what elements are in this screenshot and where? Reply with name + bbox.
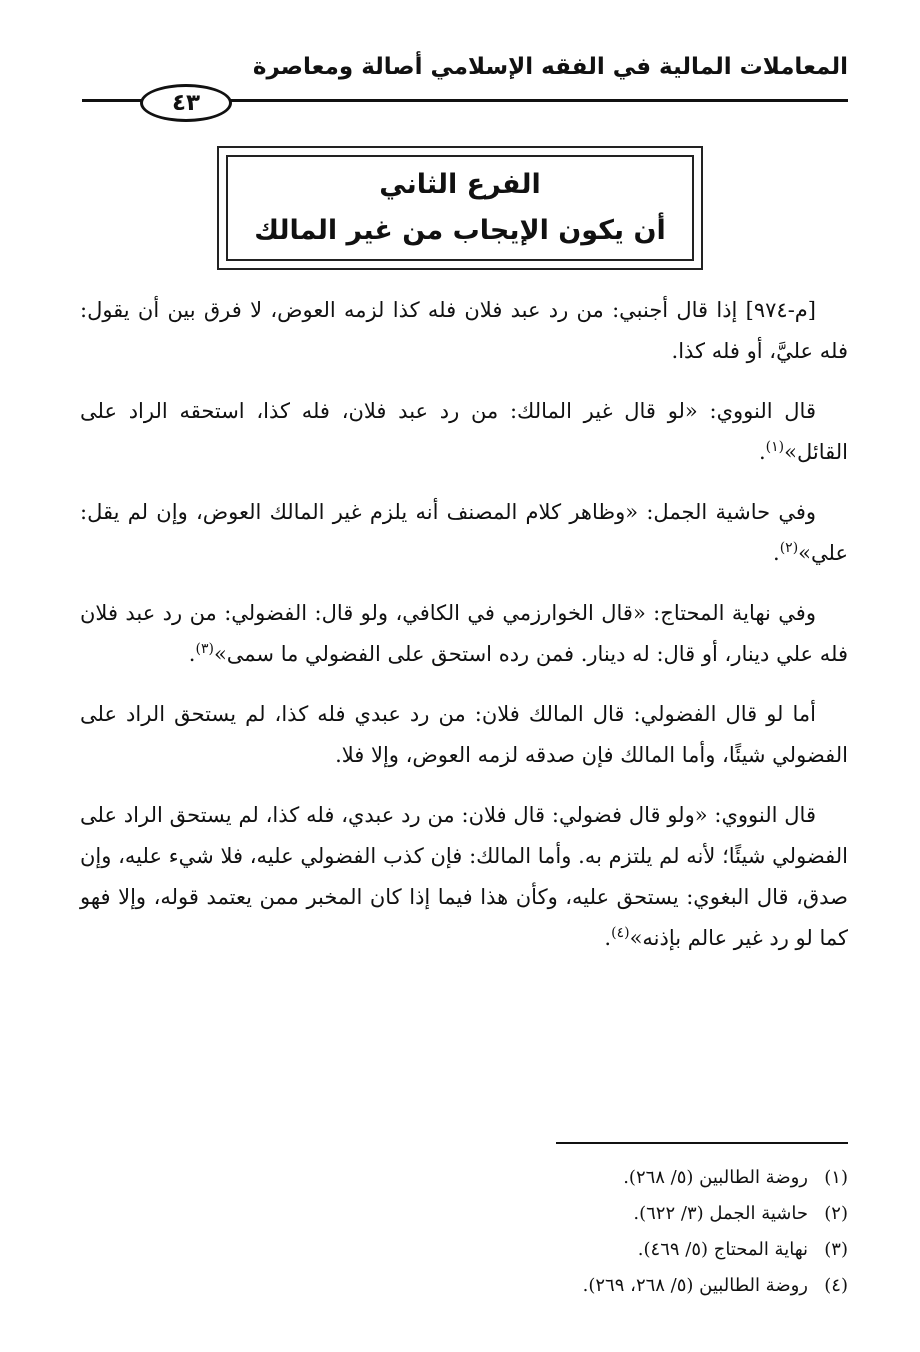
paragraph-text: قال النووي: «ولو قال فضولي: قال فلان: من رد عبدي، فله كذا، لم يستحق الراد على الفضولي شيئًا؛ لأنه لم يلتزم به. وأما المالك: فإن كذب الفضولي عليه، فلا شيء عليه، وإن صدق، قال البغوي: يستحق عليه، وكأن هذا فيما إذا كان المخبر ممن يعتمد قوله، وإلا فهو كما لو رد غير عالم بإذنه»: [80, 803, 848, 950]
paragraph-tail: .: [773, 541, 780, 565]
footnote: [80, 1232, 848, 1268]
page-number: ٤٣: [140, 84, 232, 122]
section-title-inner-frame: [226, 155, 694, 261]
footnote-ref: (٢): [779, 540, 799, 556]
footnote-ref: (٣): [195, 641, 214, 657]
footnote-text: نهاية المحتاج (٥/ ٤٦٩).: [637, 1239, 808, 1260]
section-title-frame: [217, 146, 703, 270]
paragraph: [80, 391, 848, 473]
paragraph-text: قال النووي: «لو قال غير المالك: من رد عبد فلان، فله كذا، استحقه الراد على القائل»: [80, 399, 848, 464]
footnote-ref: (١): [765, 439, 785, 455]
paragraph: [80, 492, 848, 574]
paragraph-text: وفي نهاية المحتاج: «قال الخوارزمي في الكافي، ولو قال: الفضولي: من رد عبد فلان فله علي دينار، أو قال: له دينار. فمن رده استحق على الفضولي ما سمى»: [80, 601, 848, 666]
footnote-number: (٢): [824, 1203, 848, 1224]
footnote-text: حاشية الجمل (٣/ ٦٢٢).: [633, 1203, 808, 1224]
footnote-text: روضة الطالبين (٥/ ٢٦٨).: [623, 1167, 808, 1188]
paragraph-text: أما لو قال الفضولي: قال المالك فلان: من رد عبدي فله كذا، لم يستحق الراد على الفضولي شيئًا، وأما المالك فإن صدقه لزمه العوض، وإلا فلا.: [80, 702, 848, 767]
footnote-ref: (٤): [611, 925, 630, 941]
footnote: [80, 1196, 848, 1232]
footnotes: [80, 1160, 848, 1304]
footnote-separator: [556, 1142, 848, 1144]
paragraph-text: [م-٩٧٤] إذا قال أجنبي: من رد عبد فلان فله كذا لزمه العوض، لا فرق بين أن يقول: فله عليَّ، أو فله كذا.: [80, 298, 848, 363]
footnote: [80, 1160, 848, 1196]
paragraph-text: وفي حاشية الجمل: «وظاهر كلام المصنف أنه يلزم غير المالك العوض، وإن لم يقل: علي»: [80, 500, 848, 565]
paragraph: [80, 593, 848, 675]
footnote-number: (٣): [824, 1239, 848, 1260]
body-text: [80, 290, 848, 978]
section-title-line2: أن يكون الإيجاب من غير المالك: [254, 215, 666, 246]
paragraph: [80, 694, 848, 776]
paragraph: [80, 290, 848, 372]
running-title: المعاملات المالية في الفقه الإسلامي أصالة ومعاصرة: [252, 54, 848, 80]
footnote: [80, 1268, 848, 1304]
section-title-line1: الفرع الثاني: [379, 169, 541, 200]
paragraph-tail: .: [604, 926, 612, 950]
footnote-number: (٤): [824, 1275, 848, 1296]
paragraph-tail: .: [758, 440, 766, 464]
paragraph: [80, 795, 848, 959]
footnote-text: روضة الطالبين (٥/ ٢٦٨، ٢٦٩).: [582, 1275, 808, 1296]
paragraph-tail: .: [188, 642, 196, 666]
footnote-number: (١): [824, 1167, 848, 1188]
